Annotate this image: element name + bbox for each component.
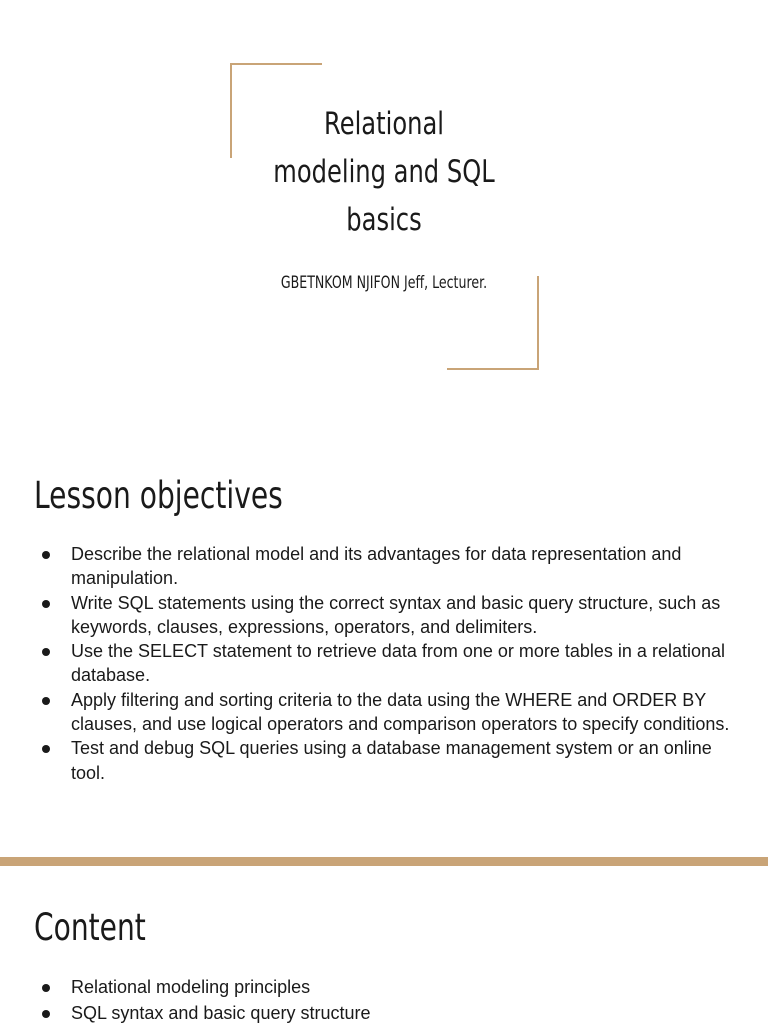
objectives-list (0, 542, 731, 785)
objective-item: Write SQL statements using the correct syntax and basic query structure, such as keywords, clauses, expressions, operators, and delimiters. (0, 591, 731, 640)
slide-divider (0, 857, 768, 866)
title-line: Relational (324, 106, 444, 142)
title-line: basics (346, 202, 422, 238)
content-item: SQL syntax and basic query structure (0, 1001, 731, 1024)
objective-item: Test and debug SQL queries using a database management system or an online tool. (0, 736, 731, 785)
objective-item: Use the SELECT statement to retrieve data from one or more tables in a relational database. (0, 639, 731, 688)
objective-item: Describe the relational model and its advantages for data representation and manipulation. (0, 542, 731, 591)
title-line: modeling and SQL (273, 154, 495, 190)
author-line: GBETNKOM NJIFON Jeff, Lecturer. (280, 273, 488, 293)
content-heading: Content (34, 906, 146, 949)
objective-item: Apply filtering and sorting criteria to the data using the WHERE and ORDER BY clauses, and use logical operators and comparison operators to specify conditions. (0, 688, 731, 737)
slide-title (267, 100, 501, 244)
objectives-heading: Lesson objectives (34, 474, 283, 517)
content-item: Relational modeling principles (0, 975, 731, 1001)
content-list (0, 975, 731, 1024)
